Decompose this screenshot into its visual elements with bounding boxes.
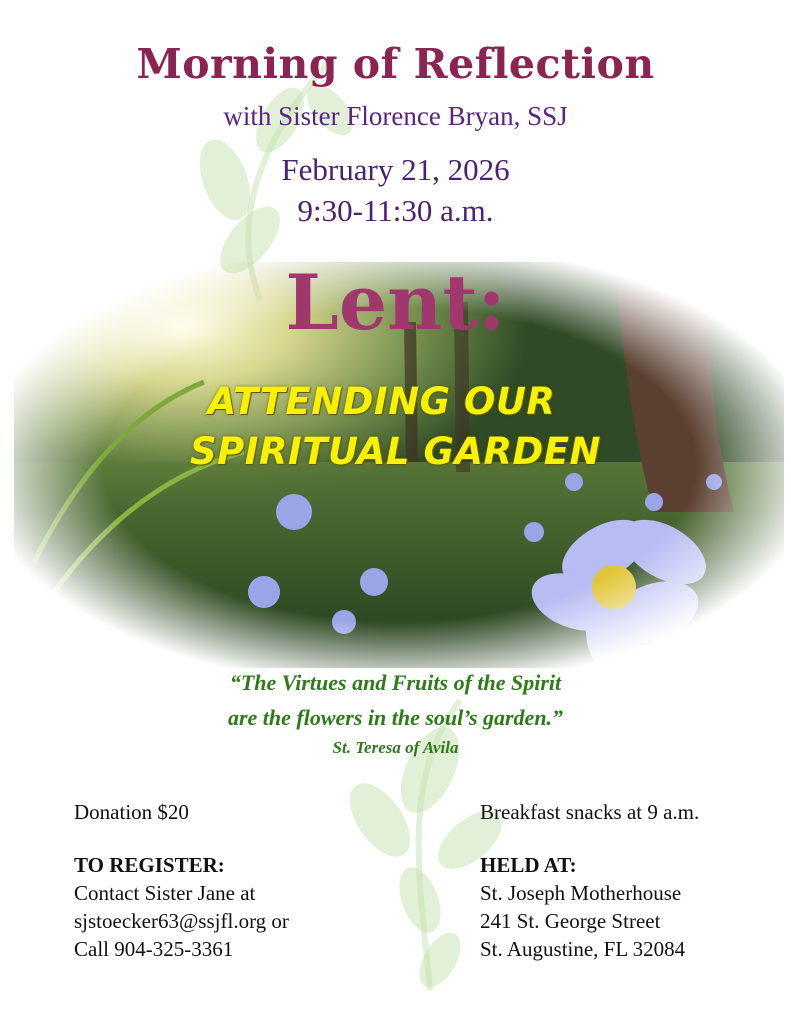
register-heading: TO REGISTER:	[74, 853, 225, 877]
location-city: St. Augustine, FL 32084	[480, 937, 686, 961]
event-date: February 21, 2026	[281, 152, 510, 187]
location-heading: HELD AT:	[480, 853, 577, 877]
event-title: Morning of Reflection	[136, 40, 655, 88]
location-block	[480, 851, 685, 963]
quote-author: St. Teresa of Avila	[332, 738, 459, 757]
quote-line-1: “The Virtues and Fruits of the Spirit	[229, 670, 562, 695]
theme-line-2: SPIRITUAL GARDEN	[190, 430, 601, 473]
event-presenter: with Sister Florence Bryan, SSJ	[223, 101, 568, 131]
theme-line-1: ATTENDING OUR	[207, 380, 556, 423]
breakfast-text: Breakfast snacks at 9 a.m.	[480, 800, 700, 824]
quote-line-2: are the flowers in the soul’s garden.”	[227, 705, 564, 730]
event-time: 9:30-11:30 a.m.	[297, 193, 494, 228]
theme-heading: Lent:	[285, 258, 506, 347]
register-email[interactable]: sjstoecker63@ssjfl.org or	[74, 909, 289, 933]
register-contact: Contact Sister Jane at	[74, 881, 256, 905]
register-phone[interactable]: Call 904-325-3361	[74, 937, 234, 961]
location-street: 241 St. George Street	[480, 909, 661, 933]
donation-text: Donation $20	[74, 800, 189, 824]
location-name: St. Joseph Motherhouse	[480, 881, 682, 905]
register-block	[74, 851, 289, 963]
